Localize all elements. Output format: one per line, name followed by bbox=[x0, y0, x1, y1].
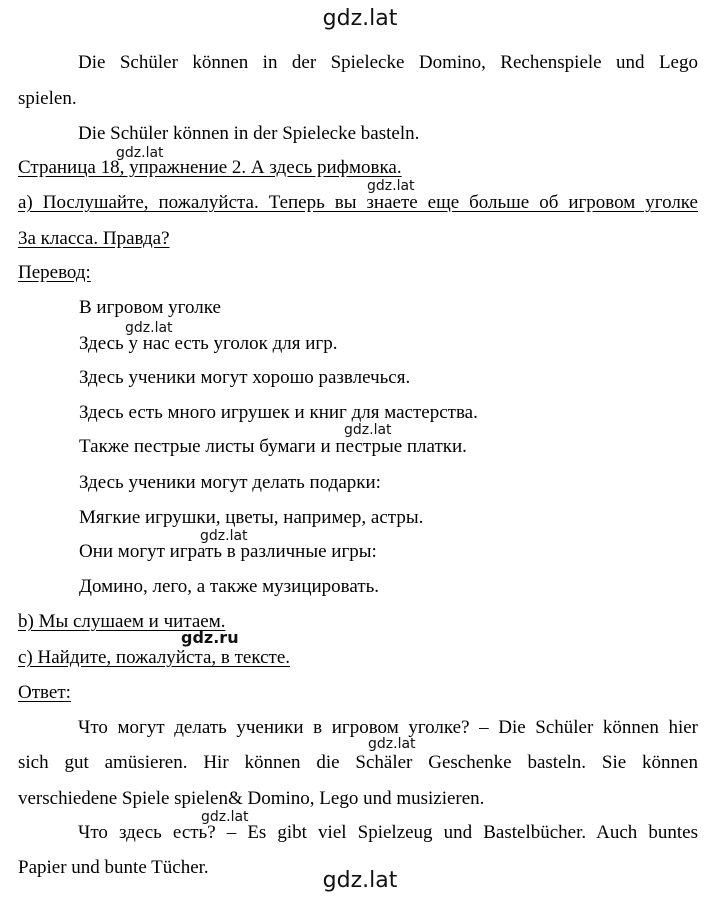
watermark: gdz.lat bbox=[201, 809, 249, 825]
watermark-ru: gdz.ru bbox=[181, 628, 239, 647]
poem-line: Здесь ученики могут хорошо развлечься. bbox=[79, 367, 411, 388]
watermark: gdz.lat bbox=[368, 736, 416, 752]
task-a-line: 3а класса. Правда? bbox=[18, 228, 170, 249]
exercise-heading: Страница 18, упражнение 2. А здесь рифмовка. bbox=[18, 157, 402, 178]
poem-line: Мягкие игрушки, цветы, например, астры. bbox=[79, 507, 424, 528]
watermark: gdz.lat bbox=[367, 178, 415, 194]
translation-label: Перевод: bbox=[18, 262, 91, 283]
intro-paragraph: Die Schüler können in der Spielecke basteln. bbox=[78, 123, 420, 144]
answer-line: sich gut amüsieren. Hir können die Schäler Geschenke basteln. Sie können bbox=[18, 752, 698, 773]
watermark: gdz.lat bbox=[344, 422, 392, 438]
watermark: gdz.lat bbox=[200, 528, 248, 544]
answer-line: verschiedene Spiele spielen& Domino, Lego und musizieren. bbox=[18, 788, 485, 809]
answer-line: Что здесь есть? – Es gibt viel Spielzeug und Bastelbücher. Auch buntes bbox=[78, 822, 698, 843]
poem-line: В игровом уголке bbox=[79, 297, 221, 318]
watermark: gdz.lat bbox=[116, 145, 164, 161]
poem-line: Они могут играть в различные игры: bbox=[79, 541, 377, 562]
task-b: b) Мы слушаем и читаем. bbox=[18, 611, 226, 632]
poem-line: Здесь есть много игрушек и книг для мастерства. bbox=[79, 402, 478, 423]
task-c: c) Найдите, пожалуйста, в тексте. bbox=[18, 647, 291, 668]
poem-line: Также пестрые листы бумаги и пестрые платки. bbox=[79, 436, 467, 457]
watermark: gdz.lat bbox=[125, 320, 173, 336]
poem-line: Здесь ученики могут делать подарки: bbox=[79, 472, 381, 493]
watermark-top: gdz.lat bbox=[322, 6, 398, 31]
answer-line: Что могут делать ученики в игровом уголке? – Die Schüler können hier bbox=[78, 717, 698, 738]
intro-paragraph-line: spielen. bbox=[18, 88, 77, 109]
answer-line: Papier und bunte Tücher. bbox=[18, 857, 209, 878]
intro-paragraph-line: Die Schüler können in der Spielecke Domino, Rechenspiele und Lego bbox=[78, 52, 698, 73]
poem-line: Домино, лего, а также музицировать. bbox=[79, 576, 380, 597]
answer-label: Ответ: bbox=[18, 682, 71, 703]
watermark-bottom: gdz.lat bbox=[322, 868, 398, 893]
poem-line: Здесь у нас есть уголок для игр. bbox=[79, 333, 338, 354]
task-a-line: a) Послушайте, пожалуйста. Теперь вы знаете еще больше об игровом уголке bbox=[18, 192, 698, 213]
